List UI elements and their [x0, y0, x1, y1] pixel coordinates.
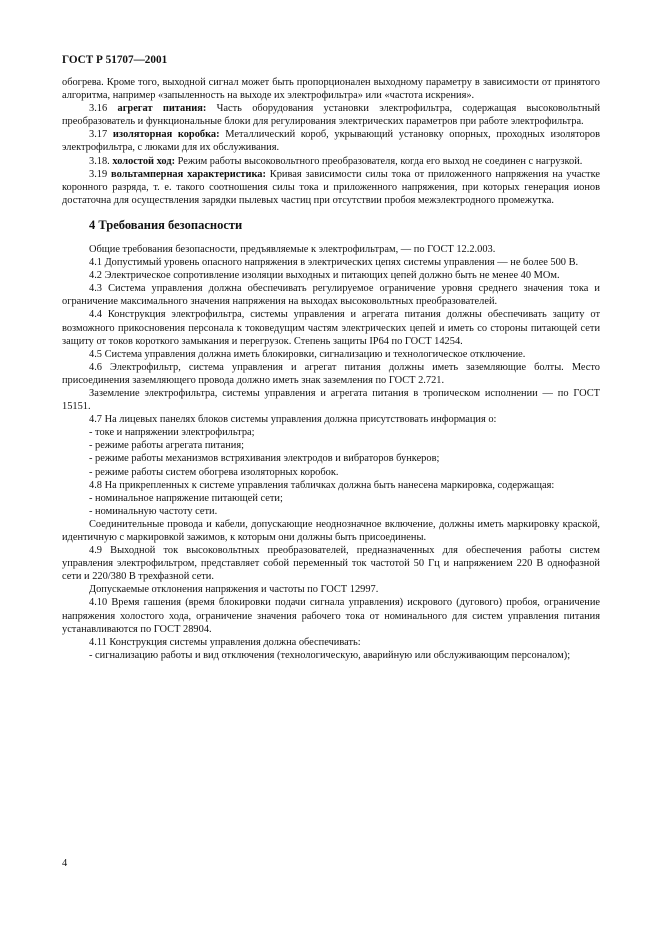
paragraph: 4.11 Конструкция системы управления должна обеспечивать: [89, 636, 361, 648]
section-title: 4 Требования безопасности [89, 217, 243, 232]
term: вольтамперная характеристика: [111, 168, 266, 180]
term: изоляторная коробка: [112, 129, 220, 141]
list-item: - режиме работы систем обогрева изоляторных коробок. [89, 466, 339, 478]
paragraph: обогрева. Кроме того, выходной сигнал может быть пропорционален выходному параметру в зависимости от принятого алгоритма, например «запыленность на выходе их электрофильтра» или «частота искрения». [62, 77, 600, 102]
list-item: - режиме работы агрегата питания; [89, 440, 245, 452]
paragraph: 4.9 Выходной ток высоковольтных преобразователей, предназначенных для обеспечения работы систем управления электрофильтром, представляет собой переменный ток частотой 50 Гц и напряжением 220 В однофазной сети и 220/380 В трехфазной сети. [62, 545, 600, 583]
paragraph: 4.4 Конструкция электрофильтра, системы управления и агрегата питания должны обеспечивать защиту от возможного прикосновения персонала к токоведущим частям электрических цепей и иметь со стороны питающей сети защиту от токов короткого замыкания и перегрузок. Степень защиты IP64 по ГОСТ 14254. [62, 309, 600, 347]
definition-3-19: 3.19 вольтамперная характеристика: Кривая зависимости силы тока от приложенного напряжения на участке коронного разряда, т. е. такого соотношения силы тока и приложенного напряжения, при которых генерация ионов достаточна для осуществления зарядки пылевых частиц при отсутствии пробоя межэлектродного промежутка. [62, 168, 600, 206]
page-number: 4 [62, 858, 68, 869]
paragraph: Допускаемые отклонения напряжения и частоты по ГОСТ 12997. [89, 584, 379, 596]
paragraph: 4.5 Система управления должна иметь блокировки, сигнализацию и технологическое отключение. [89, 348, 526, 360]
paragraph: 4.6 Электрофильтр, система управления и агрегат питания должны иметь заземляющие болты. Место присоединения заземляющего провода должно иметь знак заземления по ГОСТ 2.721. [62, 361, 600, 386]
document-header: ГОСТ Р 51707—2001 [62, 54, 168, 66]
paragraph: 4.8 На прикрепленных к системе управления табличках должна быть нанесена маркировка, содержащая: [89, 479, 555, 491]
paragraph: 4.3 Система управления должна обеспечивать регулируемое ограничение уровня среднего значения тока и ограничение максимального значения напряжения на выходах высоковольтных преобразователей. [62, 283, 600, 308]
definition-3-16: 3.16 агрегат питания: Часть оборудования установки электрофильтра, содержащая высоковольтный преобразователь и функциональные блоки для регулирования электрических параметров при работе электрофильтра. [62, 103, 600, 128]
paragraph: Заземление электрофильтра, системы управления и агрегата питания в тропическом исполнении — по ГОСТ 15151. [62, 387, 600, 413]
paragraph: 4.10 Время гашения (время блокировки подачи сигнала управления) искрового (дугового) пробоя, ограничение напряжения холостого хода, ограничение значения рабочего тока от номинального для систем управления питания устанавливаются по ГОСТ 28904. [62, 597, 600, 635]
paragraph: 4.7 На лицевых панелях блоков системы управления должна присутствовать информация о: [89, 414, 497, 426]
term: холостой ход: [112, 155, 176, 167]
list-item: - режиме работы механизмов встряхивания электродов и вибраторов бункеров; [89, 453, 440, 465]
paragraph: Соединительные провода и кабели, допускающие неоднозначное включение, должны иметь маркировку краской, идентичную с маркировкой зажимов, к которым они должны быть присоединены. [62, 518, 600, 543]
definition-3-17: 3.17 изоляторная коробка: Металлический короб, укрывающий установку опорных, проходных изоляторов электрофильтра, с люками для их обслуживания. [62, 129, 601, 154]
list-item: - токе и напряжении электрофильтра; [89, 427, 255, 439]
paragraph: Общие требования безопасности, предъявляемые к электрофильтрам, — по ГОСТ 12.2.003. [89, 243, 496, 255]
list-item: - номинальную частоту сети. [89, 505, 218, 517]
term: агрегат питания: [117, 103, 207, 115]
paragraph: 4.2 Электрическое сопротивление изоляции выходных и питающих цепей должно быть не менее 40 МОм. [89, 270, 560, 282]
list-item: - сигнализацию работы и вид отключения (технологическую, аварийную или обслуживающим персоналом); [89, 649, 571, 661]
paragraph: 4.1 Допустимый уровень опасного напряжения в электрических цепях системы управления — не более 500 В. [89, 257, 579, 269]
list-item: - номинальное напряжение питающей сети; [89, 492, 283, 504]
definition-3-18: 3.18. холостой ход: Режим работы высоковольтного преобразователя, когда его выход не соединен с нагрузкой. [89, 155, 583, 167]
document-body [62, 76, 600, 662]
